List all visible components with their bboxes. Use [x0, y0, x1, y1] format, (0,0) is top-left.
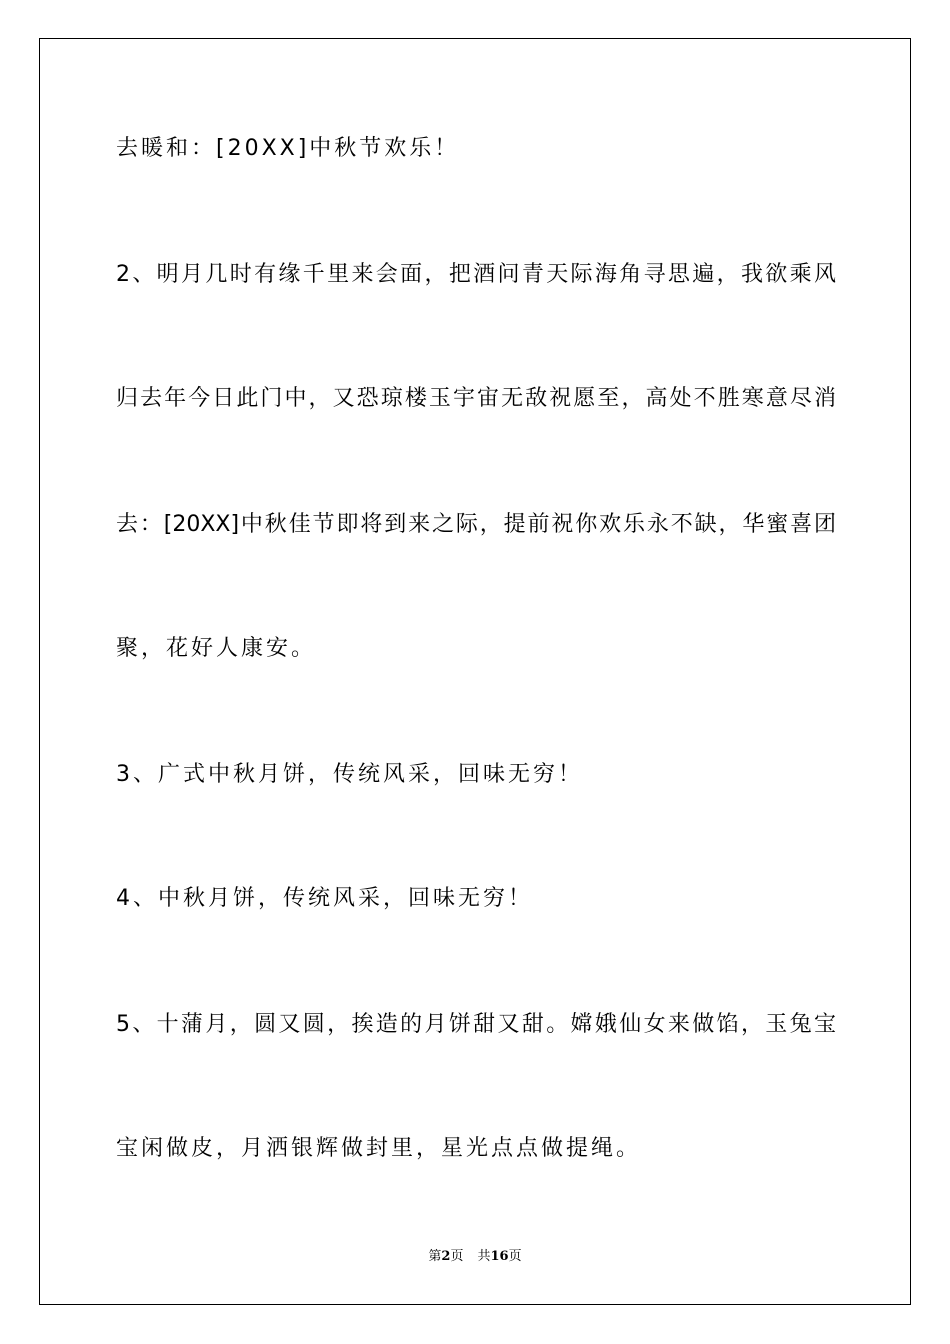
footer-total-pages: 16	[490, 1249, 509, 1264]
body-line-2: 2、明月几时有缘千里来会面，把酒问青天际海角寻思遍，我欲乘风	[116, 262, 836, 287]
body-line-1: 去暖和：[20XX]中秋节欢乐！	[116, 136, 460, 161]
page-footer	[0, 1248, 950, 1266]
footer-page-number: 2	[441, 1249, 451, 1264]
page-border	[39, 38, 911, 1305]
body-line-6: 3、广式中秋月饼，传统风采，回味无穷！	[116, 762, 583, 787]
body-line-9: 宝闲做皮，月洒银辉做封里，星光点点做提绳。	[116, 1136, 642, 1161]
footer-total-suffix: 页	[508, 1249, 522, 1264]
footer-page-suffix: 页	[450, 1249, 464, 1264]
body-line-5: 聚，花好人康安。	[116, 636, 317, 661]
footer-page-prefix: 第	[428, 1249, 442, 1264]
body-line-7: 4、中秋月饼，传统风采，回味无穷！	[116, 886, 533, 911]
footer-total-prefix: 共	[477, 1249, 491, 1264]
body-line-3: 归去年今日此门中，又恐琼楼玉宇宙无敌祝愿至，高处不胜寒意尽消	[116, 386, 836, 411]
body-line-4: 去：[20XX]中秋佳节即将到来之际，提前祝你欢乐永不缺，华蜜喜团	[116, 512, 836, 537]
body-line-8: 5、十蒲月，圆又圆，挨造的月饼甜又甜。嫦娥仙女来做馅，玉兔宝	[116, 1012, 836, 1037]
